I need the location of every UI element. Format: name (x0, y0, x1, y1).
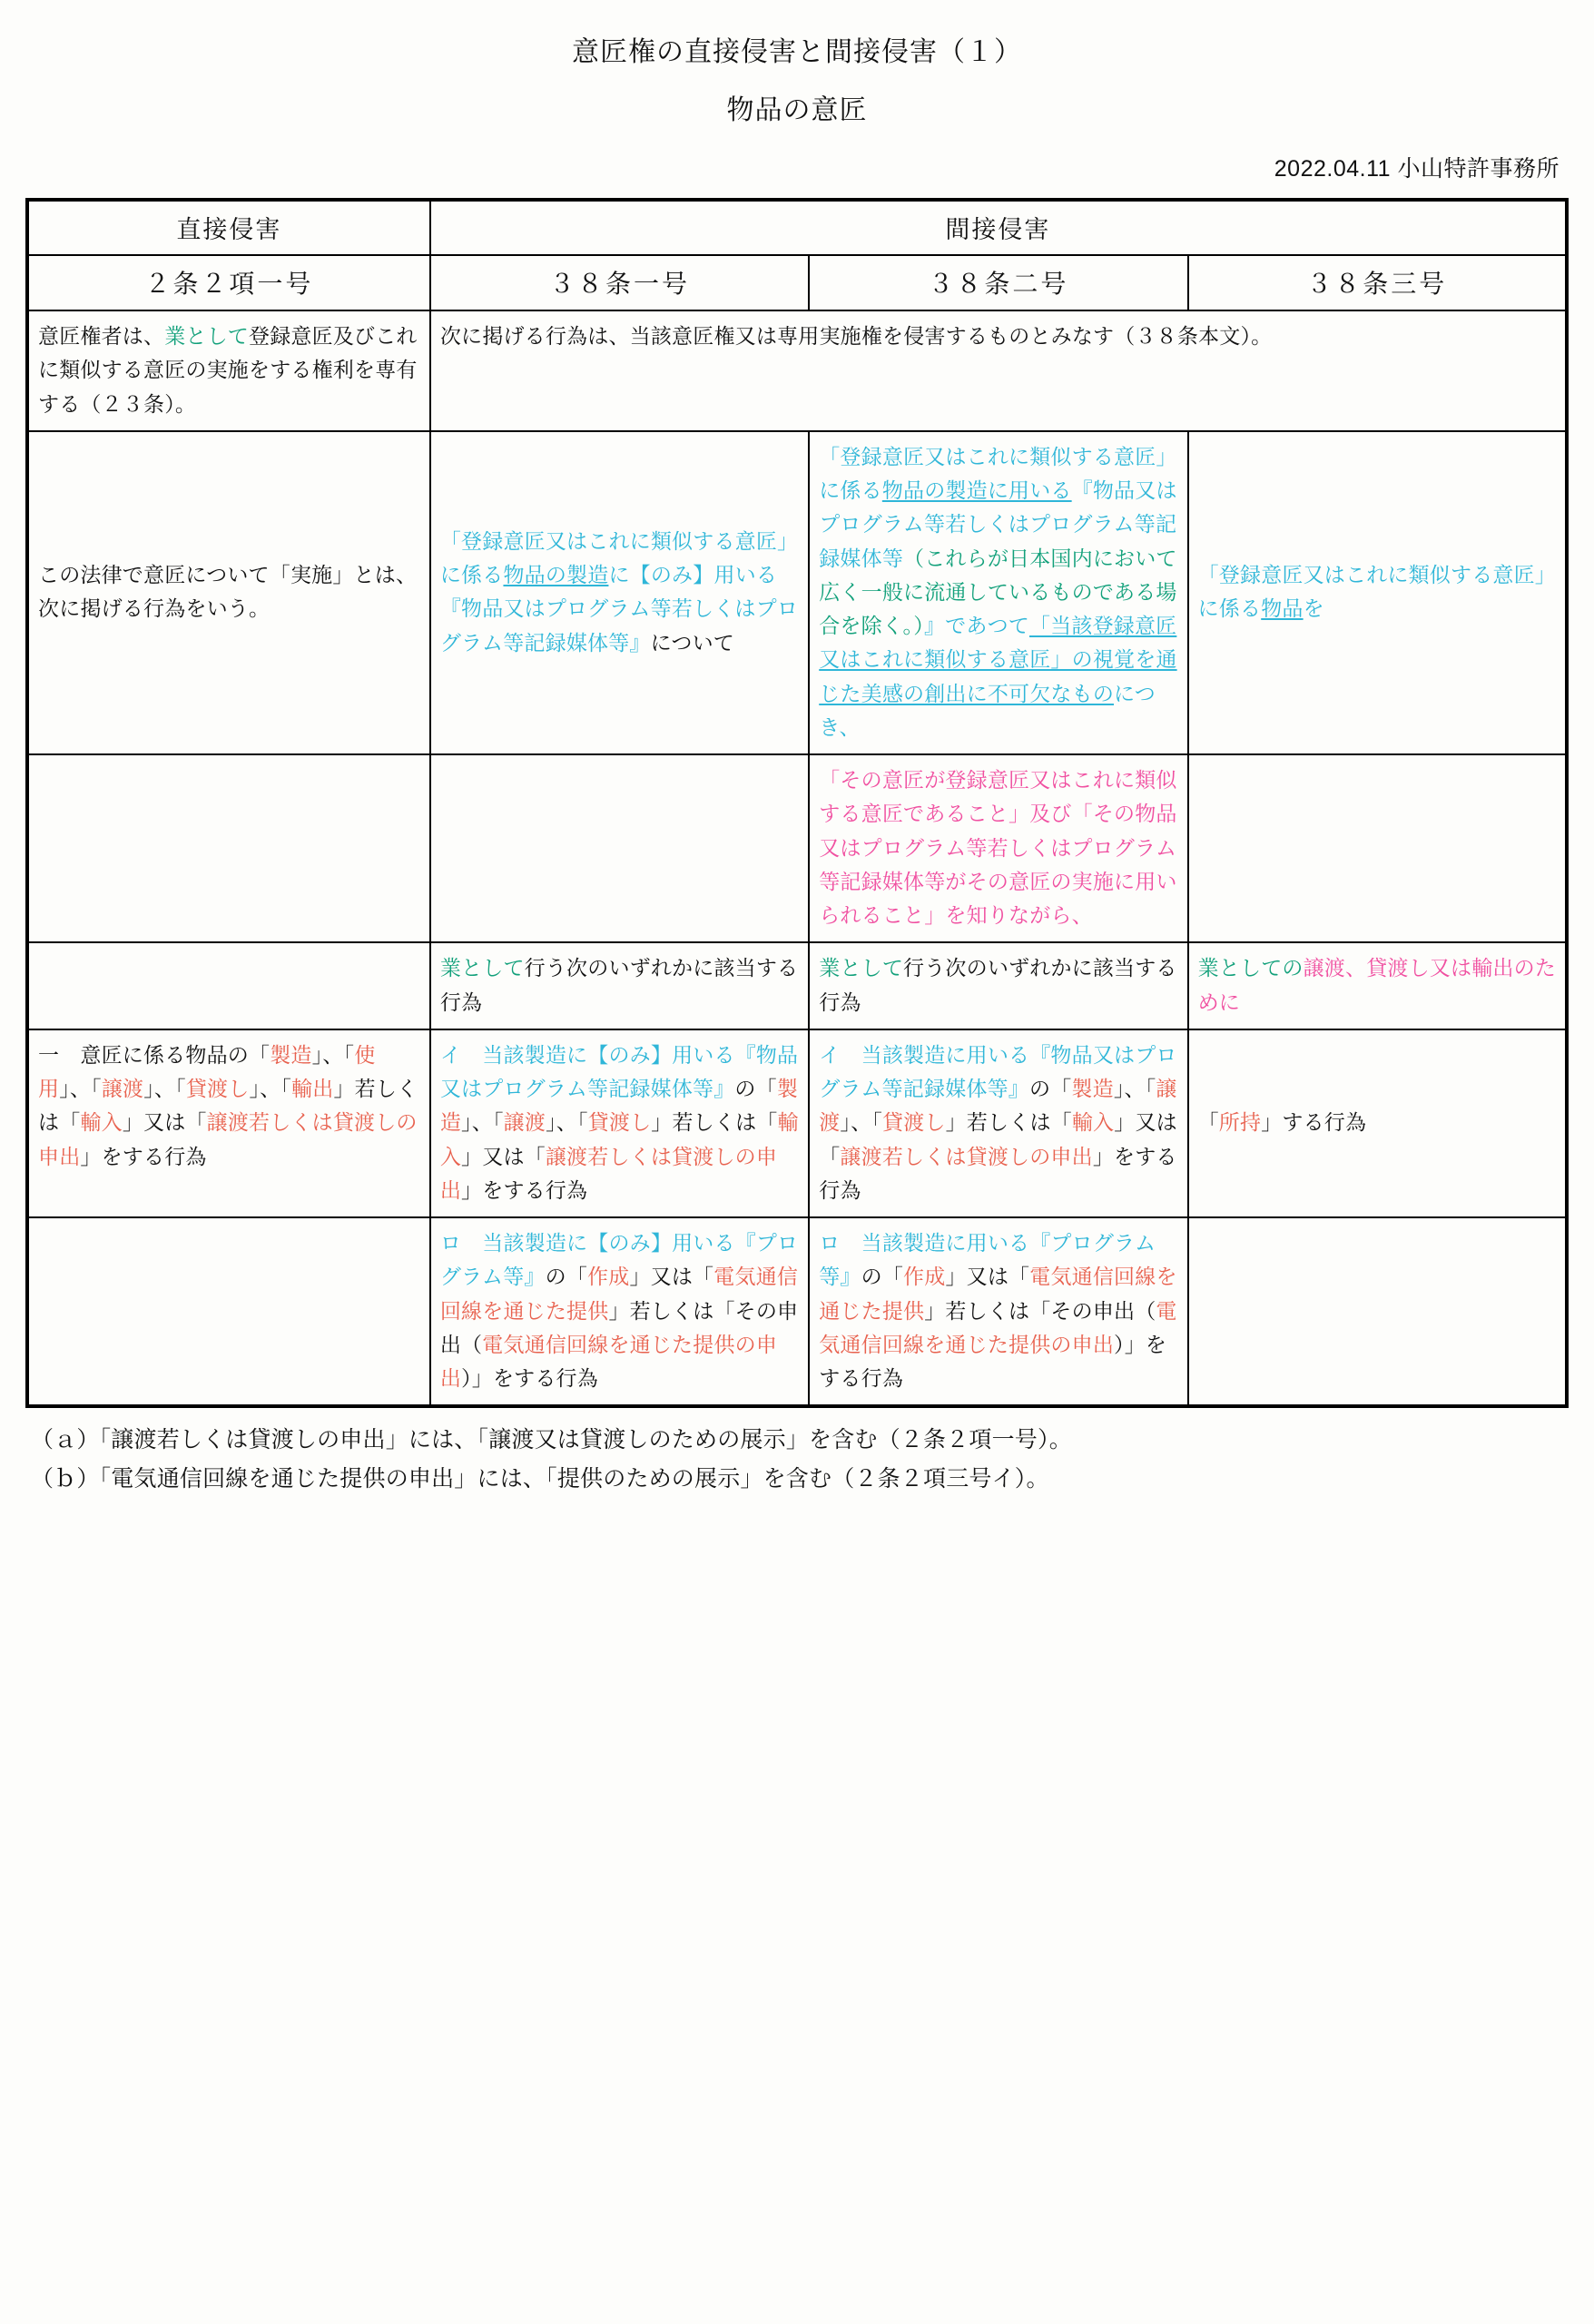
text-run: の「 (734, 1077, 777, 1100)
text-run: 」又は「 (629, 1265, 714, 1289)
footnotes (25, 1421, 1569, 1499)
text-run: 作成 (587, 1265, 630, 1289)
table-row (27, 431, 1567, 754)
cell-r2c4 (1188, 431, 1567, 754)
cell-r5c4 (1188, 1029, 1567, 1217)
text-run: ロ 当該製造に用いる『プログラム等』 (819, 1231, 1156, 1289)
cell-r4c2 (430, 942, 809, 1029)
title-block (25, 29, 1569, 127)
text-run: 製造 (1071, 1077, 1114, 1100)
text-run: 」又は「 (819, 1110, 1177, 1168)
page-subtitle: 物品の意匠 (726, 95, 868, 125)
text-run: （これらが日本国内において広く一般に流通しているものである場合を除く。） (819, 546, 1177, 637)
cell-r6c4 (1188, 1217, 1567, 1406)
text-run: 行う次のいずれかに該当する行為 (439, 956, 799, 1014)
text-run: 貸渡し (587, 1110, 652, 1135)
cell-r5c1 (27, 1029, 430, 1217)
text-run: 」する行為 (1261, 1110, 1367, 1135)
text-run: 業として (164, 324, 250, 348)
text-run: 用いる『プログラム等』 (439, 1231, 799, 1289)
text-run: 電気通信回線を通じた提供 (439, 1265, 799, 1323)
group-header-direct: 直接侵害 (27, 200, 430, 255)
text-run: の「 (1029, 1077, 1072, 1100)
text-run: 意匠権者は、 (38, 324, 165, 348)
text-run: につき、 (819, 681, 1156, 739)
text-run: 「登録意匠又はこれに類似する意匠」に係る (439, 528, 799, 587)
text-run: 「登録意匠又はこれに類似する意匠」に係る (819, 444, 1177, 502)
cell-r4c4 (1188, 942, 1567, 1029)
cell-r6c1 (27, 1217, 430, 1406)
text-run: 業として (819, 956, 904, 980)
table-row (27, 1217, 1567, 1406)
text-run: に【のみ】用いる『物品又はプログラム等若しくはプログラム等記録媒体等』 (439, 563, 799, 655)
text-run: ロ 当該製造に (439, 1231, 588, 1255)
column-header-0: ２条２項一号 (27, 255, 430, 310)
text-run: 「当該登録意匠又はこれに類似する意匠」の視覚を通じた美感の創出に不可欠なもの (819, 614, 1177, 705)
text-run: 業としての (1197, 956, 1304, 980)
text-run: 」、「 (59, 1077, 102, 1100)
text-run: 登録意匠及びこれに類似する意匠の実施をする権利を専有する（２３条）。 (38, 324, 418, 416)
text-run: 」、「 (461, 1110, 504, 1135)
text-run: 」、「 (1113, 1077, 1156, 1100)
text-run: 譲渡 (503, 1110, 546, 1135)
text-run: 譲渡 (101, 1077, 144, 1100)
text-run: 業として (439, 956, 525, 980)
column-header-3: ３８条三号 (1188, 255, 1567, 310)
text-run: 」若しくは「 (38, 1077, 418, 1135)
cell-r2c2 (430, 431, 809, 754)
text-run: 所持 (1218, 1110, 1262, 1135)
table-row (27, 310, 1567, 431)
text-run: 」又は「 (122, 1110, 207, 1135)
cell-r3c1 (27, 754, 430, 942)
text-run: 一 意匠に係る物品の「 (38, 1042, 271, 1067)
text-run: 【のみ】 (587, 1042, 673, 1067)
cell-r1-span-38jo-honbun: 次に掲げる行為は、当該意匠権又は専用実施権を侵害するものとみなす（３８条本文）。 (430, 310, 1567, 431)
text-run: イ 当該製造に用いる『物品又はプログラム等記録媒体等』 (819, 1042, 1177, 1100)
text-run: 輸出 (291, 1077, 334, 1100)
text-run: 「 (1197, 1110, 1219, 1135)
text-run: 」をする行為 (80, 1144, 207, 1168)
text-run: 作成 (903, 1265, 946, 1289)
text-run: ）」をする行為 (461, 1366, 598, 1390)
infringement-comparison-table (25, 198, 1569, 1408)
text-run: 」若しくは「 (651, 1110, 778, 1135)
text-run: 」若しくは「その申出（ (924, 1298, 1156, 1323)
text-run: 輸入 (439, 1110, 799, 1168)
cell-r1c1 (27, 310, 430, 431)
text-run: 」若しくは「 (945, 1110, 1072, 1135)
table-group-header-row (27, 200, 1567, 255)
text-run: 物品の製造に用いる (881, 478, 1072, 502)
column-header-1: ３８条一号 (430, 255, 809, 310)
cell-r3c4 (1188, 754, 1567, 942)
text-run: 譲渡若しくは貸渡しの申出 (38, 1110, 418, 1168)
text-run: 電気通信回線を通じた提供の申出 (819, 1298, 1177, 1356)
text-run: 「登録意匠又はこれに類似する意匠」に係る (1197, 563, 1556, 621)
text-run: の「 (545, 1265, 588, 1289)
text-run: 『物品又はプログラム等若しくはプログラム等記録媒体等 (819, 478, 1177, 570)
page-title: 意匠権の直接侵害と間接侵害（１） (572, 37, 1022, 67)
cell-r5c2 (430, 1029, 809, 1217)
text-run: 【のみ】 (587, 1231, 673, 1255)
text-run: 使用 (38, 1042, 376, 1100)
text-run: 用いる『物品又はプログラム等記録媒体等』 (439, 1042, 799, 1100)
text-run: 物品 (1261, 596, 1304, 621)
column-header-2: ３８条二号 (809, 255, 1187, 310)
text-run: 」をする行為 (461, 1177, 588, 1202)
text-run: 貸渡し (185, 1077, 250, 1100)
text-run: 譲渡若しくは貸渡しの申出 (439, 1144, 778, 1202)
text-run: 「その意匠が登録意匠又はこれに類似する意匠であること」及び「その物品又はプログラム等若しくはプログラム等記録媒体等がその意匠の実施に用いられること」を知りながら、 (819, 768, 1177, 927)
text-run: 」若しくは「その申出（ (439, 1298, 799, 1356)
cell-r4c3 (809, 942, 1187, 1029)
text-run: 」、「 (311, 1042, 355, 1067)
cell-r4c1 (27, 942, 430, 1029)
text-run: この法律で意匠について「実施」とは、次に掲げる行為をいう。 (38, 563, 418, 621)
cell-r2c3 (809, 431, 1187, 754)
text-run: 物品の製造 (503, 563, 609, 587)
text-run: 』であつて (923, 614, 1029, 637)
cell-r5c3 (809, 1029, 1187, 1217)
text-run: を (1303, 596, 1324, 621)
text-run: 」、「 (840, 1110, 883, 1135)
text-run: 行う次のいずれかに該当する行為 (819, 956, 1177, 1014)
text-run: ）」をする行為 (819, 1332, 1167, 1390)
text-run: 製造 (439, 1077, 799, 1135)
datestamp: 2022.04.11 小山特許事務所 (1274, 156, 1560, 182)
text-run: 輸入 (1071, 1110, 1115, 1135)
text-run: 」、「 (249, 1077, 292, 1100)
text-run: イ 当該製造に (439, 1042, 588, 1067)
text-run: 」又は「 (945, 1265, 1030, 1289)
text-run: 電気通信回線を通じた提供の申出 (439, 1332, 778, 1390)
text-run: 譲渡 (819, 1077, 1177, 1135)
text-run: の「 (861, 1265, 904, 1289)
text-run: 譲渡、貸渡し又は輸出のために (1197, 956, 1556, 1014)
text-run: 電気通信回線を通じた提供 (819, 1265, 1177, 1323)
text-run: 」、「 (143, 1077, 186, 1100)
cell-r3c2 (430, 754, 809, 942)
footnote-b: （ｂ）「電気通信回線を通じた提供の申出」には、「提供のための展示」を含む（２条２項三号イ）。 (31, 1466, 1049, 1492)
text-run: 」をする行為 (819, 1144, 1177, 1202)
group-header-indirect: 間接侵害 (430, 200, 1567, 255)
text-run: 輸入 (80, 1110, 123, 1135)
text-run: について (650, 630, 734, 655)
text-run: 」、「 (546, 1110, 588, 1135)
table-row (27, 942, 1567, 1029)
cell-r3c3 (809, 754, 1187, 942)
cell-r6c3 (809, 1217, 1187, 1406)
cell-r6c2 (430, 1217, 809, 1406)
footnote-a: （ａ）「譲渡若しくは貸渡しの申出」には、「譲渡又は貸渡しのための展示」を含む（２条２項一号）。 (31, 1427, 1072, 1453)
text-run: 製造 (270, 1042, 312, 1067)
text-run: 譲渡若しくは貸渡しの申出 (840, 1144, 1093, 1168)
table-column-header-row (27, 255, 1567, 310)
text-run: 貸渡し (882, 1110, 946, 1135)
cell-r2c1 (27, 431, 430, 754)
table-row (27, 754, 1567, 942)
table-row (27, 1029, 1567, 1217)
text-run: 」又は「 (461, 1144, 546, 1168)
